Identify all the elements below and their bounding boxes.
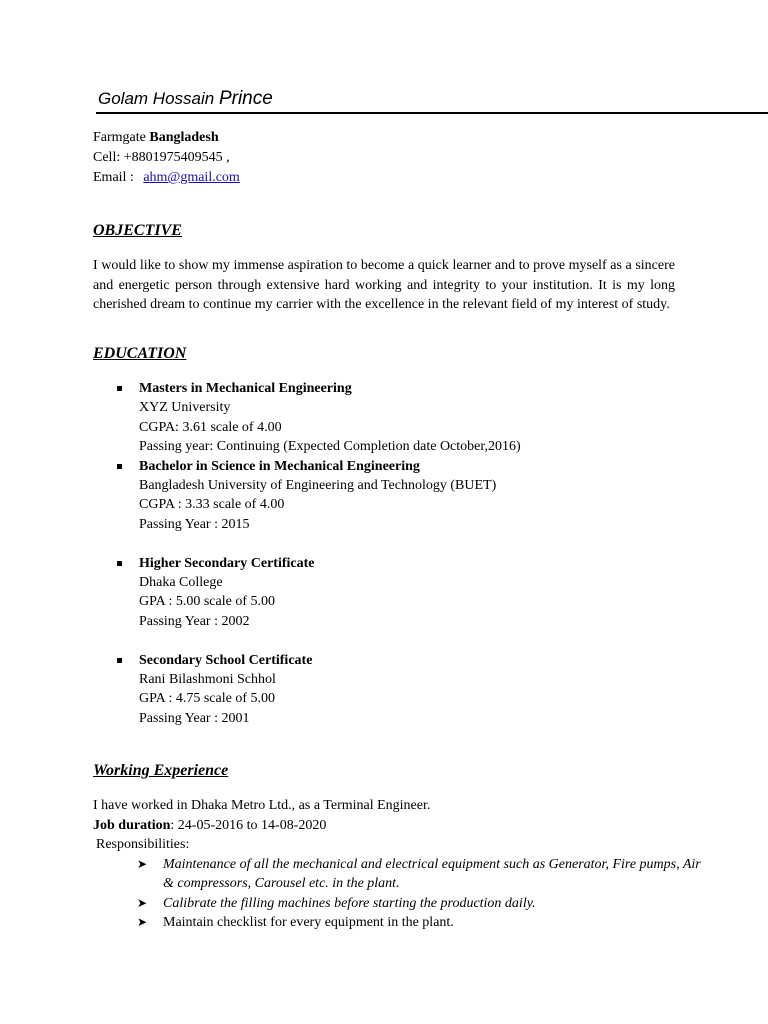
name-header: [96, 88, 768, 114]
experience-intro: I have worked in Dhaka Metro Ltd., as a Terminal Engineer.: [93, 798, 431, 813]
responsibility-item: [93, 894, 713, 914]
education-item: [93, 554, 693, 632]
degree-title: Masters in Mechanical Engineering: [139, 381, 352, 396]
job-duration-value: : 24-05-2016 to 14-08-2020: [170, 817, 327, 833]
email-link[interactable]: ahm@gmail.com: [143, 170, 240, 185]
grade: GPA : 5.00 scale of 5.00: [139, 594, 275, 610]
experience-block: [93, 796, 713, 933]
education-item: [93, 457, 693, 535]
job-duration-line: [93, 816, 713, 836]
address-line: [93, 128, 240, 148]
address-country: Bangladesh: [149, 130, 219, 145]
cell-line: Cell: +8801975409545 ,: [93, 150, 230, 165]
responsibility-text: Maintain checklist for every equipment in the plant.: [163, 915, 454, 930]
degree-title: Higher Secondary Certificate: [139, 555, 315, 571]
candidate-name: [98, 88, 273, 110]
objective-text: I would like to show my immense aspiration to become a quick learner and to prove myself as a sincere and energetic person through extensive hard working and integrity to your institution. It is my long cherished dream to continue my carrier with the excellence in the relevant field of my interest of study.: [93, 258, 675, 312]
institution: Rani Bilashmoni Schhol: [139, 672, 276, 688]
spacer: [93, 631, 693, 650]
education-heading: EDUCATION: [93, 345, 187, 362]
arrowhead-bullet-icon: ➤: [137, 895, 148, 910]
spacer: [93, 534, 693, 553]
passing-year: Passing year: Continuing (Expected Completion date October,2016): [139, 439, 521, 455]
job-duration-label: Job duration: [93, 817, 171, 833]
email-label: Email :: [93, 170, 134, 185]
degree-title: Secondary School Certificate: [139, 652, 313, 668]
passing-year: Passing Year : 2002: [139, 613, 250, 629]
education-item: [93, 651, 693, 729]
square-bullet-icon: [117, 658, 122, 663]
objective-heading: OBJECTIVE: [93, 222, 182, 239]
institution: Dhaka College: [139, 575, 223, 591]
responsibilities-label: Responsibilities:: [96, 837, 190, 852]
education-item: [93, 379, 693, 457]
grade: GPA : 4.75 scale of 5.00: [139, 691, 275, 707]
grade: CGPA: 3.61 scale of 4.00: [139, 419, 282, 435]
institution: Bangladesh University of Engineering and Technology (BUET): [139, 478, 497, 494]
contact-block: [93, 128, 240, 188]
arrowhead-bullet-icon: ➤: [137, 856, 148, 871]
experience-heading: Working Experience: [93, 762, 229, 779]
square-bullet-icon: [117, 464, 122, 469]
candidate-last-name: Prince: [218, 88, 273, 109]
grade: CGPA : 3.33 scale of 4.00: [139, 497, 285, 513]
education-list: [93, 379, 693, 728]
responsibility-item: [93, 855, 713, 894]
candidate-first-name: Golam Hossain: [98, 89, 215, 108]
degree-title: Bachelor in Science in Mechanical Engineering: [139, 458, 420, 474]
address-prefix: Farmgate: [93, 130, 146, 145]
passing-year: Passing Year : 2015: [139, 516, 250, 532]
responsibility-text: Maintenance of all the mechanical and electrical equipment such as Generator, Fire pumps, Air & compressors, Carousel etc. in the plant.: [163, 856, 701, 891]
arrowhead-bullet-icon: ➤: [137, 915, 148, 929]
square-bullet-icon: [117, 561, 122, 566]
responsibility-item: [93, 913, 713, 933]
responsibilities-list: [93, 855, 713, 933]
institution: XYZ University: [139, 400, 231, 416]
passing-year: Passing Year : 2001: [139, 710, 250, 726]
square-bullet-icon: [117, 386, 122, 391]
email-line: [93, 168, 240, 188]
responsibility-text: Calibrate the filling machines before starting the production daily.: [163, 895, 536, 911]
